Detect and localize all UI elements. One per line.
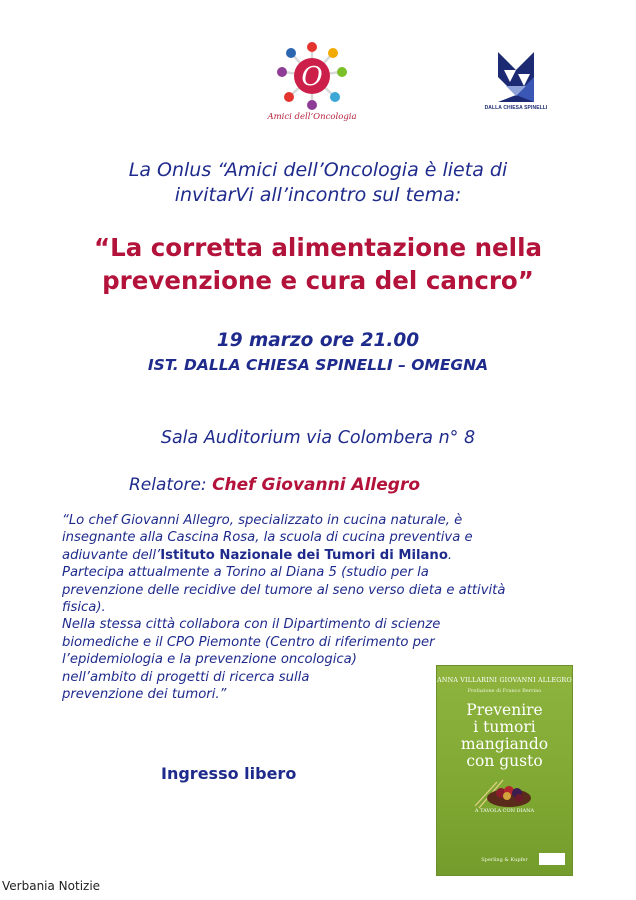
book-title-line: i tumori — [473, 718, 536, 736]
bio-line: insegnante alla Cascina Rosa, la scuola di cucina preventiva e — [62, 530, 473, 546]
event-venue: IST. DALLA CHIESA SPINELLI – OMEGNA — [147, 356, 489, 374]
book-title-line: Prevenire — [466, 701, 543, 719]
institute-name: Istituto Nazionale dei Tumori di Milano — [160, 547, 448, 563]
event-title — [0, 231, 636, 297]
book-cover-image — [437, 666, 572, 875]
bio-line: prevenzione dei tumori.” — [62, 687, 227, 703]
bio-line: Partecipa attualmente a Torino al Diana 5 (studio per la — [62, 565, 429, 581]
footer-source: Verbania Notizie — [2, 879, 101, 893]
bio-line — [62, 547, 592, 564]
free-entry-text: Ingresso libero — [161, 764, 297, 783]
amici-oncologia-emblem-icon — [262, 38, 362, 112]
bio-text: . — [447, 547, 453, 563]
event-date: 19 marzo ore 21.00 — [216, 330, 420, 351]
speaker — [129, 474, 420, 496]
book-title — [437, 702, 572, 770]
event-room: Sala Auditorium via Colombera n° 8 — [160, 428, 476, 448]
bio-line: l’epidemiologia e la prevenzione oncologica) — [62, 652, 357, 668]
event-title-line-2: prevenzione e cura del cancro” — [102, 266, 534, 295]
speaker-name: Chef Giovanni Allegro — [212, 475, 421, 495]
dalla-chiesa-emblem-icon — [468, 50, 564, 106]
invitation-line-2: invitarVi all’incontro sul tema: — [174, 184, 462, 206]
bio-text: adiuvante dell’ — [62, 547, 161, 563]
food-bowl-icon — [469, 778, 541, 810]
bio-line: fisica). — [62, 600, 106, 616]
svg-text:O: O — [301, 62, 323, 92]
bio-line: nell’ambito di progetti di ricerca sulla — [62, 669, 310, 685]
dalla-chiesa-logo-text: DALLA CHIESA SPINELLI — [484, 105, 548, 111]
book-authors: ANNA VILLARINI GIOVANNI ALLEGRO — [437, 677, 572, 684]
speaker-label: Relatore: — [129, 475, 207, 495]
publisher-badge-icon — [539, 853, 565, 865]
dalla-chiesa-spinelli-logo — [468, 50, 564, 130]
amici-oncologia-logo — [262, 38, 362, 130]
invitation-text — [0, 158, 636, 208]
invitation-line-1: La Onlus “Amici dell’Oncologia è lieta di — [128, 159, 508, 181]
book-publisher: Sperling & Kupfer — [481, 857, 528, 863]
book-preface: Prefazione di Franco Berrino — [467, 688, 542, 694]
bio-line: biomediche e il CPO Piemonte (Centro di riferimento per — [62, 634, 435, 650]
bio-line: prevenzione delle recidive del tumore al seno verso dieta e attività — [62, 582, 506, 598]
book-title-line: mangiando — [460, 735, 549, 753]
bio-line: “Lo chef Giovanni Allegro, specializzato in cucina naturale, è — [62, 513, 463, 528]
book-subtitle: A TAVOLA CON DIANA — [474, 808, 535, 814]
event-title-line-1: “La corretta alimentazione nella — [93, 233, 543, 262]
book-title-line: con gusto — [466, 752, 543, 770]
amici-logo-text: Amici dell’Oncologia — [267, 112, 357, 122]
bio-line: Nella stessa città collabora con il Dipartimento di scienze — [62, 617, 441, 633]
